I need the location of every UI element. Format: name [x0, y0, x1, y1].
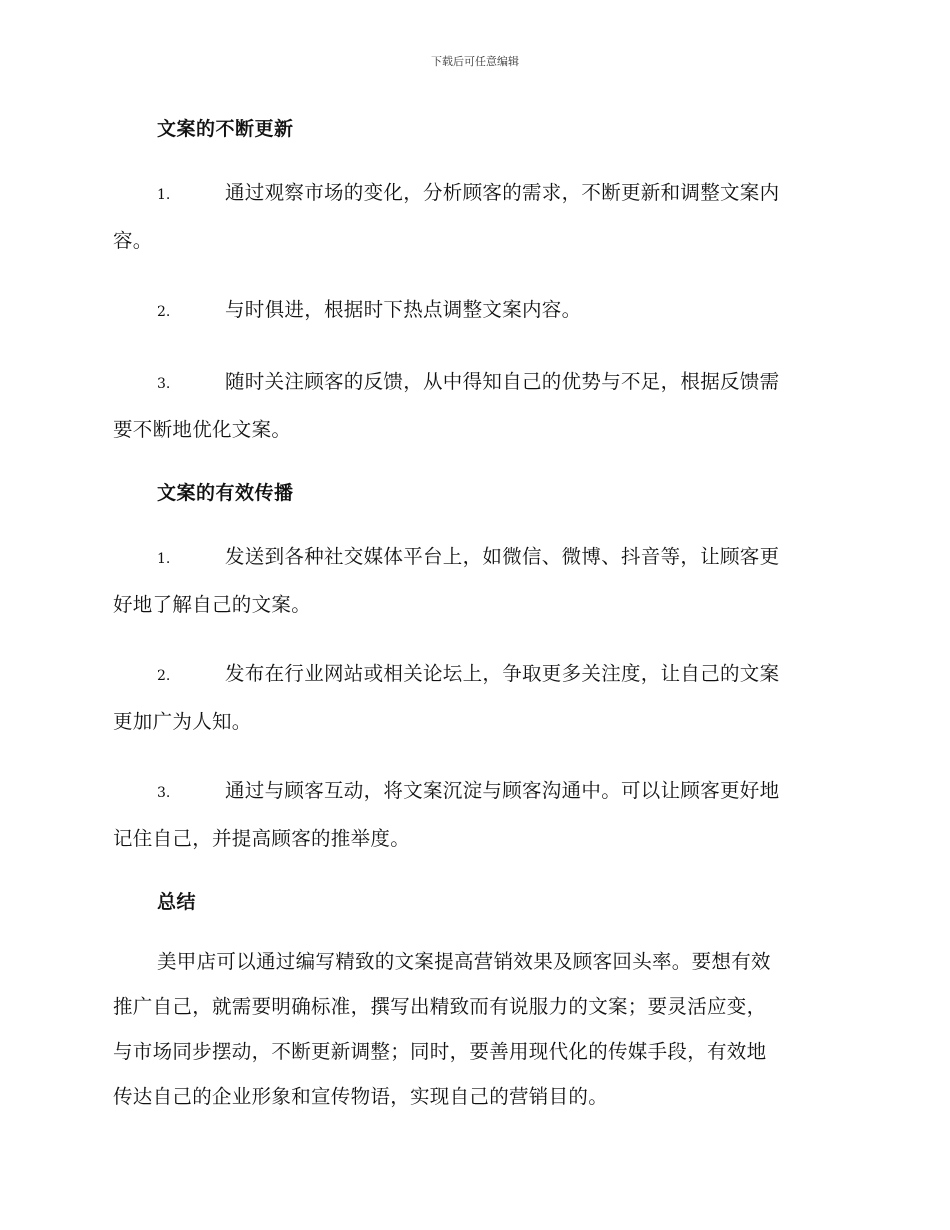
summary-line: 美甲店可以通过编写精致的文案提高营销效果及顾客回头率。要想有效 — [157, 950, 771, 973]
section-heading: 总结 — [157, 891, 197, 913]
list-item-number: 3. — [157, 376, 171, 392]
page-header: 下载后可任意编辑 — [431, 55, 519, 68]
summary-line: 推广自己，就需要明确标准，撰写出精致而有说服力的文案；要灵活应变， — [113, 995, 767, 1018]
list-item — [113, 534, 835, 627]
list-item — [113, 287, 835, 335]
section-update — [113, 112, 835, 452]
list-item-number: 3. — [157, 785, 171, 801]
list-item-text: 发布在行业网站或相关论坛上，争取更多关注度，让自己的文案 — [225, 662, 780, 685]
document-body — [113, 112, 835, 1119]
list-item-continuation: 好地了解自己的文案。 — [113, 593, 312, 616]
list-item-number: 1. — [157, 551, 171, 567]
section-heading: 文案的不断更新 — [157, 118, 294, 140]
list-item — [113, 768, 835, 861]
list-item-continuation: 要不断地优化文案。 — [113, 418, 292, 441]
list-item-continuation: 更加广为人知。 — [113, 710, 252, 733]
list-item-number: 2. — [157, 304, 171, 320]
summary-line: 与市场同步摆动，不断更新调整；同时，要善用现代化的传媒手段，有效地 — [113, 1040, 767, 1063]
list-item-continuation: 容。 — [113, 229, 153, 252]
section-summary — [113, 885, 835, 1119]
list-item-number: 2. — [157, 668, 171, 684]
summary-line: 传达自己的企业形象和宣传物语，实现自己的营销目的。 — [113, 1085, 609, 1108]
section-spread — [113, 476, 835, 861]
list-item-text: 随时关注顾客的反馈，从中得知自己的优势与不足，根据反馈需 — [225, 370, 780, 393]
list-item-continuation: 记住自己，并提高顾客的推举度。 — [113, 827, 411, 850]
list-item-text: 通过观察市场的变化，分析顾客的需求，不断更新和调整文案内 — [225, 181, 780, 204]
list-item — [113, 651, 835, 744]
section-heading: 文案的有效传播 — [157, 482, 294, 504]
list-item-text: 通过与顾客互动，将文案沉淀与顾客沟通中。可以让顾客更好地 — [225, 779, 780, 802]
list-item — [113, 359, 835, 452]
list-item-text: 发送到各种社交媒体平台上，如微信、微博、抖音等，让顾客更 — [225, 545, 780, 568]
list-item — [113, 170, 835, 263]
list-item-number: 1. — [157, 187, 171, 203]
list-item-text: 与时俱进，根据时下热点调整文案内容。 — [225, 298, 582, 321]
summary-paragraph — [113, 939, 835, 1119]
